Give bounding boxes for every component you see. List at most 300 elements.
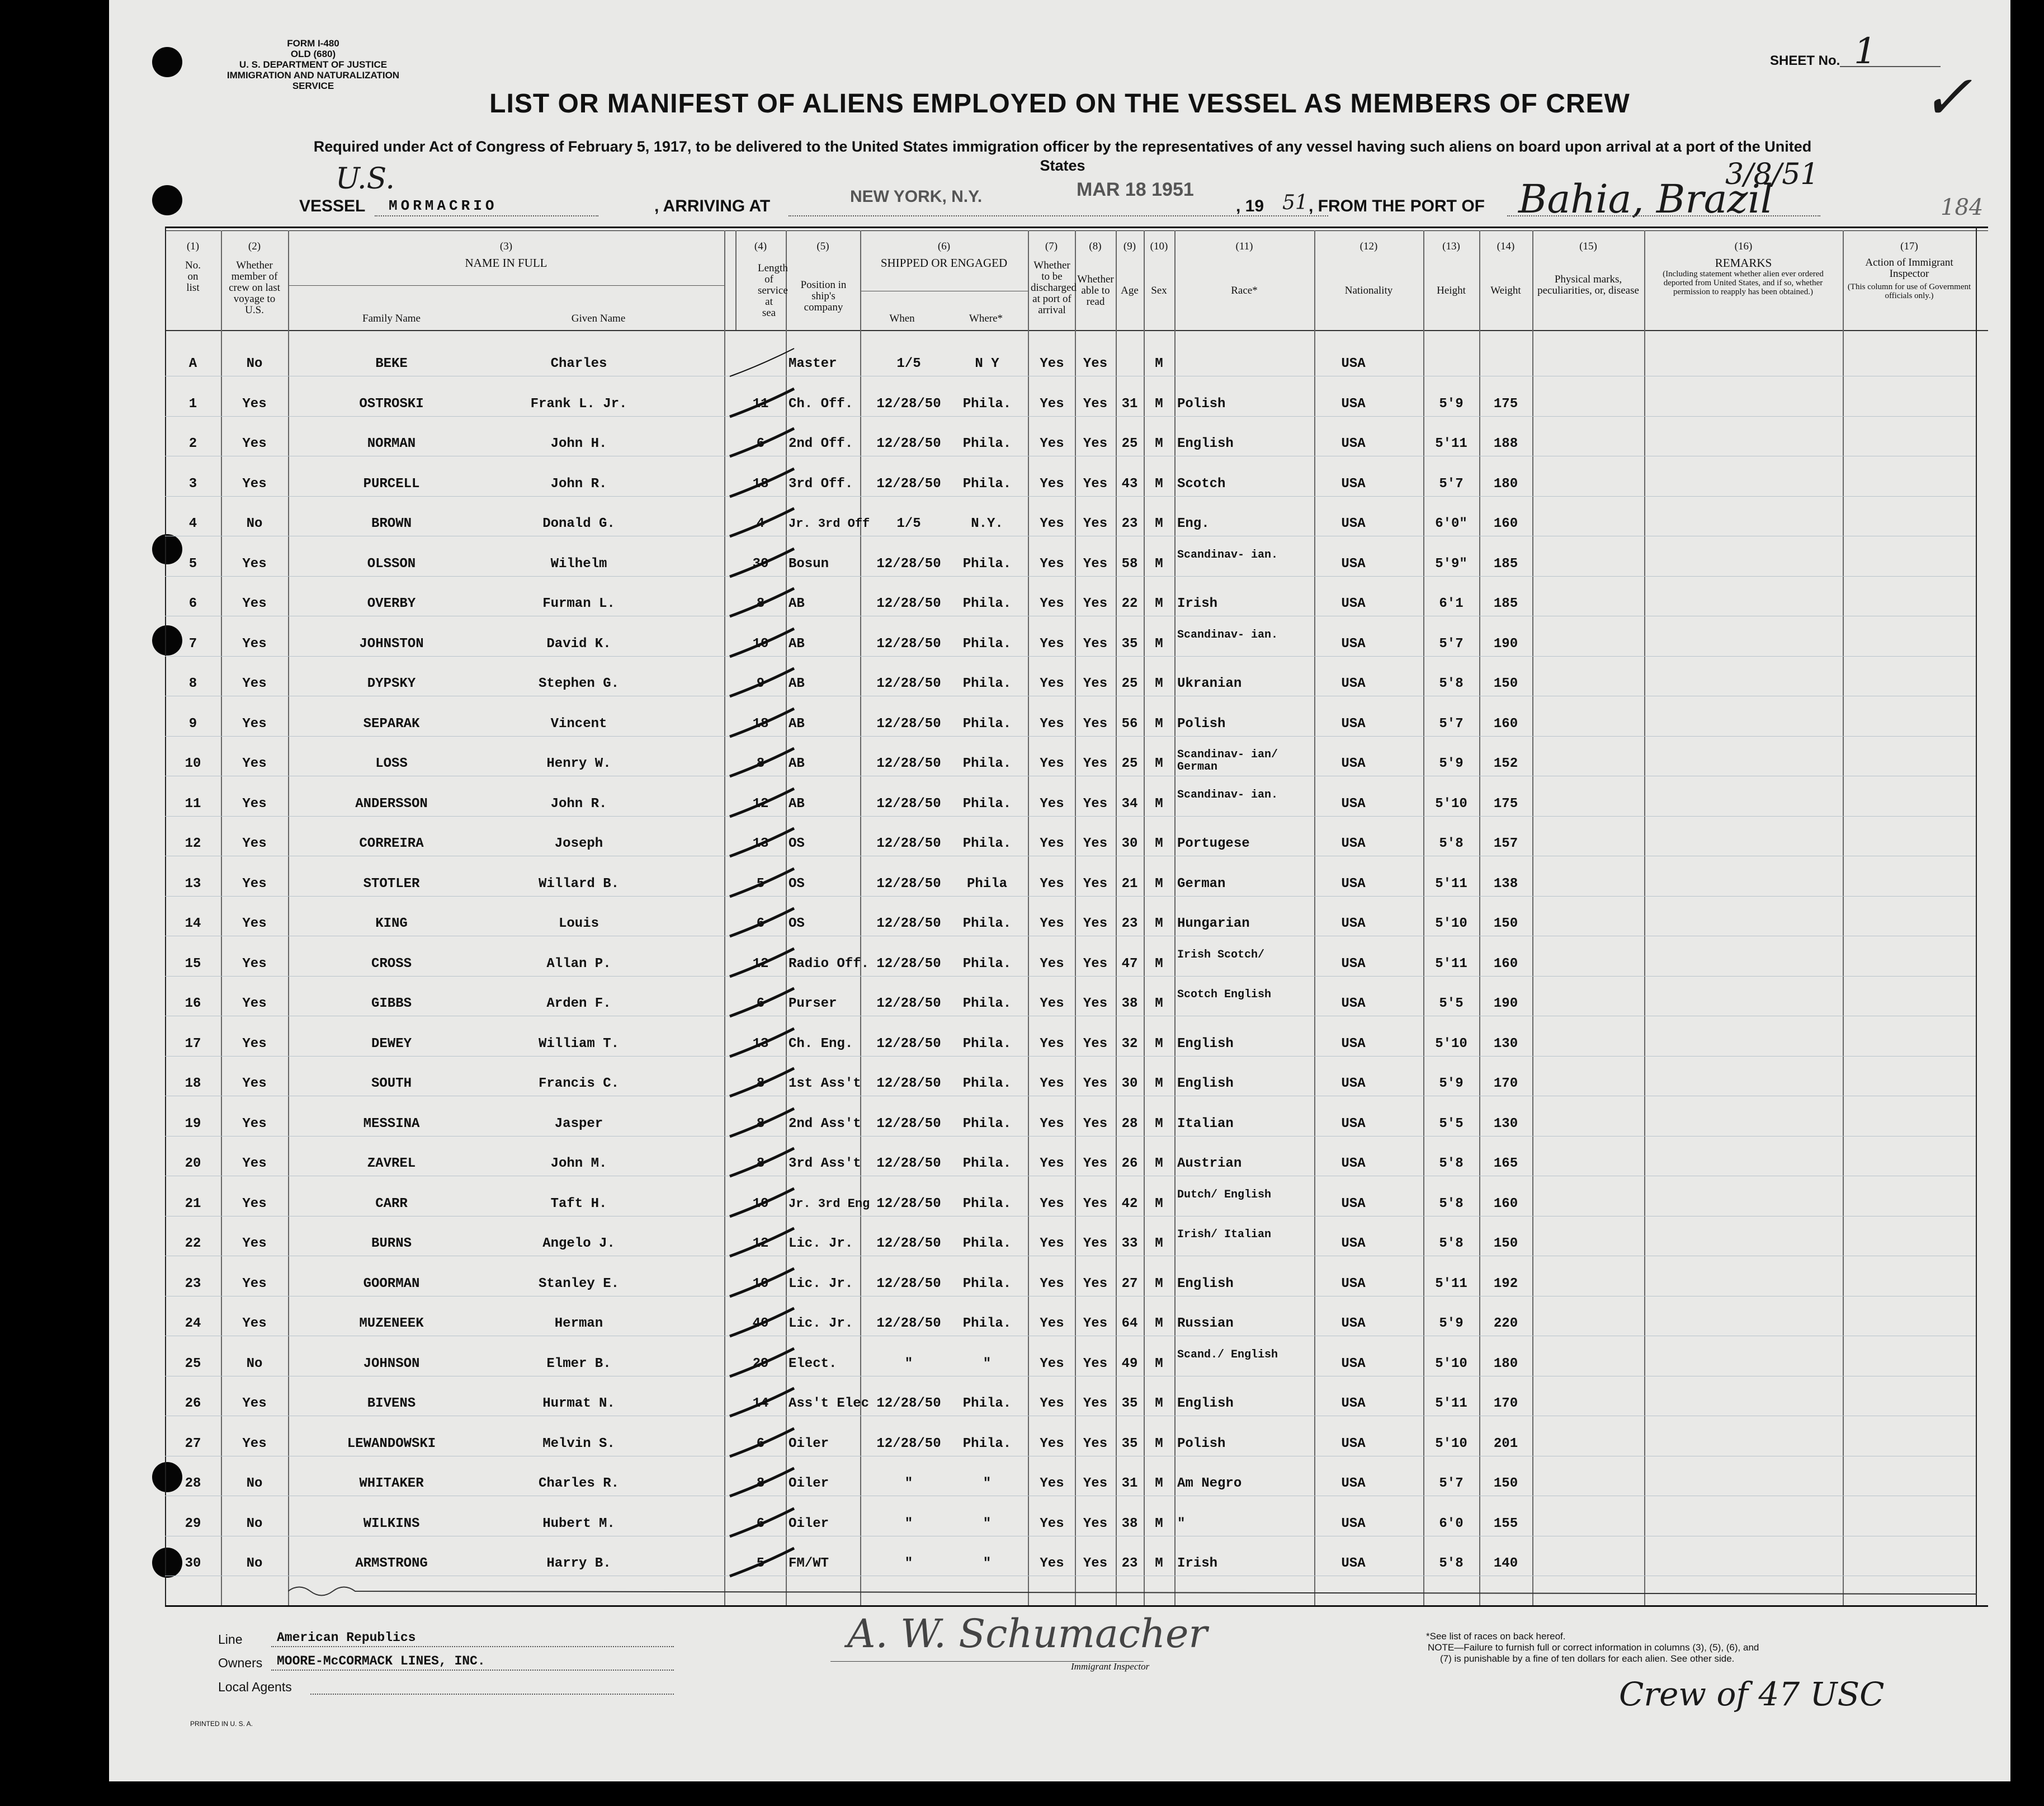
cell-when: 12/28/50 <box>876 996 941 1011</box>
check-slash-mark <box>727 786 805 819</box>
cell-sex: M <box>1155 1516 1163 1531</box>
cell-disch: Yes <box>1040 756 1064 771</box>
check-slash-mark <box>727 386 805 419</box>
cell-height: 5'7 <box>1439 476 1464 492</box>
cell-given: David K. <box>546 636 611 652</box>
cell-nat: USA <box>1341 796 1366 812</box>
vessel-label: VESSEL <box>299 197 366 215</box>
cell-service: 12 <box>752 796 769 812</box>
cell-given: Willard B. <box>538 876 620 892</box>
cell-no: 17 <box>185 1036 201 1051</box>
check-slash-mark <box>727 426 805 459</box>
col-number: (9) <box>1123 241 1136 252</box>
cell-position: OS <box>789 876 805 892</box>
cell-read: Yes <box>1083 1276 1108 1291</box>
cell-read: Yes <box>1083 1476 1108 1491</box>
cell-no: 27 <box>185 1436 201 1451</box>
cell-read: Yes <box>1083 1436 1108 1451</box>
cell-crew: Yes <box>242 636 267 652</box>
cell-no: 14 <box>185 916 201 931</box>
cell-read: Yes <box>1083 916 1108 931</box>
cell-nat: USA <box>1341 636 1366 652</box>
cell-race: Am Negro <box>1177 1476 1242 1491</box>
cell-no: 5 <box>188 556 197 572</box>
cell-no: 28 <box>185 1476 201 1491</box>
cell-weight: 160 <box>1493 516 1518 531</box>
cell-where: " <box>983 1556 992 1571</box>
check-slash-mark <box>727 506 805 539</box>
cell-position: Ass't Elec <box>789 1396 870 1411</box>
cell-where: Phila. <box>962 716 1012 732</box>
cell-height: 5'9 <box>1439 1316 1464 1331</box>
cell-family: BURNS <box>371 1236 412 1251</box>
cell-service: 11 <box>752 396 769 412</box>
cell-service: 13 <box>752 836 769 851</box>
cell-crew: No <box>246 1356 263 1371</box>
cell-weight: 130 <box>1493 1116 1518 1131</box>
row-rule <box>165 816 1976 817</box>
cell-family: CARR <box>375 1196 408 1211</box>
cell-when: 12/28/50 <box>876 956 941 972</box>
cell-family: SOUTH <box>371 1076 412 1091</box>
cell-given: Harry B. <box>546 1556 611 1571</box>
cell-position: AB <box>789 676 805 691</box>
cell-where: N.Y. <box>971 516 1003 531</box>
cell-disch: Yes <box>1040 1236 1064 1251</box>
cell-race: English <box>1177 1036 1234 1051</box>
cell-family: MESSINA <box>363 1116 420 1131</box>
cell-where: Phila. <box>962 1236 1012 1251</box>
col-number: (11) <box>1235 241 1253 252</box>
arriving-port-stamp: NEW YORK, N.Y. <box>850 187 983 206</box>
cell-sex: M <box>1155 1236 1163 1251</box>
form-old: OLD (680) <box>290 49 336 59</box>
cell-when: 12/28/50 <box>876 1276 941 1291</box>
cell-given: Allan P. <box>546 956 611 972</box>
check-slash-mark <box>727 866 805 899</box>
cell-sex: M <box>1155 1436 1163 1451</box>
cell-no: 8 <box>188 676 197 691</box>
cell-age: 23 <box>1121 916 1138 931</box>
cell-position: Lic. Jr. <box>789 1236 853 1251</box>
check-slash-mark <box>727 1385 805 1419</box>
cell-weight: 185 <box>1493 596 1518 611</box>
cell-crew: Yes <box>242 1436 267 1451</box>
cell-position: 1st Ass't <box>789 1076 861 1091</box>
cell-given: Arden F. <box>546 996 611 1011</box>
cell-race: English <box>1177 1276 1234 1291</box>
cell-age: 31 <box>1121 1476 1138 1491</box>
cell-weight: 160 <box>1493 1196 1518 1211</box>
cell-position: Jr. 3rd Off <box>789 517 870 531</box>
cell-nat: USA <box>1341 876 1366 892</box>
cell-no: 16 <box>185 996 201 1011</box>
cell-read: Yes <box>1083 676 1108 691</box>
col-number: (3) <box>499 241 513 252</box>
cell-read: Yes <box>1083 356 1108 371</box>
cell-age: 33 <box>1121 1236 1138 1251</box>
cell-disch: Yes <box>1040 1196 1064 1211</box>
cell-service: 8 <box>756 756 765 771</box>
from-port: Bahia, Brazil <box>1518 176 1773 222</box>
header-bottom-border <box>165 330 1988 331</box>
cell-given: Charles R. <box>538 1476 620 1491</box>
cell-height: 5'11 <box>1435 876 1467 892</box>
cell-sex: M <box>1155 876 1163 892</box>
cell-weight: 130 <box>1493 1036 1518 1051</box>
cell-disch: Yes <box>1040 1276 1064 1291</box>
check-slash-mark <box>727 546 805 579</box>
cell-family: CORREIRA <box>359 836 424 851</box>
cell-disch: Yes <box>1040 996 1064 1011</box>
cell-nat: USA <box>1341 836 1366 851</box>
cell-crew: Yes <box>242 596 267 611</box>
cell-position: Oiler <box>789 1476 829 1491</box>
cell-where: Phila. <box>962 996 1012 1011</box>
cell-service: 10 <box>752 1276 769 1291</box>
cell-when: 1/5 <box>896 516 921 531</box>
cell-disch: Yes <box>1040 916 1064 931</box>
col-number: (7) <box>1045 241 1058 252</box>
cell-race: Polish <box>1177 1436 1226 1451</box>
cell-family: STOTLER <box>363 876 420 892</box>
cell-height: 6'0" <box>1435 516 1467 531</box>
cell-where: Phila. <box>962 436 1012 451</box>
cell-height: 5'9 <box>1439 756 1464 771</box>
cell-given: Stanley E. <box>538 1276 620 1291</box>
col-header-read: Whether able to read <box>1077 274 1114 308</box>
cell-position: Bosun <box>789 556 829 572</box>
col-subheader-given: Given Name <box>571 313 626 324</box>
col-subheader-inspector-note: (This column for use of Government officials only.) <box>1847 282 1971 300</box>
cell-weight: 150 <box>1493 1236 1518 1251</box>
cell-family: JOHNSTON <box>359 636 424 652</box>
cell-crew: Yes <box>242 476 267 492</box>
cell-weight: 140 <box>1493 1556 1518 1571</box>
cell-age: 32 <box>1121 1036 1138 1051</box>
cell-where: " <box>983 1476 992 1491</box>
check-slash-mark <box>727 466 805 499</box>
cell-no: 29 <box>185 1516 201 1531</box>
cell-race: Hungarian <box>1177 916 1250 931</box>
cell-service: 8 <box>756 596 765 611</box>
cell-position: AB <box>789 596 805 611</box>
cell-height: 5'7 <box>1439 716 1464 732</box>
cell-when: 12/28/50 <box>876 1436 941 1451</box>
col-number: (12) <box>1359 241 1378 252</box>
cell-no: 24 <box>185 1316 201 1331</box>
cell-sex: M <box>1155 836 1163 851</box>
cell-when: 12/28/50 <box>876 1156 941 1171</box>
cell-age: 22 <box>1121 596 1138 611</box>
cell-sex: M <box>1155 516 1163 531</box>
cell-height: 5'8 <box>1439 836 1464 851</box>
cell-height: 5'11 <box>1435 1396 1467 1411</box>
check-slash-mark <box>727 1266 805 1299</box>
cell-family: DEWEY <box>371 1036 412 1051</box>
cell-race: Irish <box>1177 596 1218 611</box>
cell-race: English <box>1177 1396 1234 1411</box>
cell-sex: M <box>1155 636 1163 652</box>
cell-position: 3rd Off. <box>789 476 853 492</box>
col-subheader-family: Family Name <box>362 313 421 324</box>
cell-where: Phila. <box>962 1436 1012 1451</box>
col-header-height: Height <box>1437 285 1466 296</box>
cell-weight: 150 <box>1493 1476 1518 1491</box>
vessel-name: MORMACRIO <box>389 197 498 214</box>
row-rule <box>165 896 1976 897</box>
cell-sex: M <box>1155 1396 1163 1411</box>
cell-weight: 175 <box>1493 396 1518 412</box>
arriving-label: , ARRIVING AT <box>654 197 771 215</box>
cell-nat: USA <box>1341 1276 1366 1291</box>
cell-age: 23 <box>1121 1556 1138 1571</box>
cell-where: Phila. <box>962 1276 1012 1291</box>
cell-age: 34 <box>1121 796 1138 812</box>
cell-no: 13 <box>185 876 201 892</box>
cell-when: 12/28/50 <box>876 476 941 492</box>
cell-age: 27 <box>1121 1276 1138 1291</box>
cell-service: 8 <box>756 1156 765 1171</box>
cell-race: Polish <box>1177 396 1226 412</box>
cell-read: Yes <box>1083 716 1108 732</box>
cell-position: 3rd Ass't <box>789 1156 861 1171</box>
check-slash-mark <box>727 1145 805 1179</box>
cell-family: ZAVREL <box>367 1156 416 1171</box>
owners-label: Owners <box>218 1656 263 1670</box>
cell-service: 9 <box>756 676 765 691</box>
service: IMMIGRATION AND NATURALIZATION SERVICE <box>226 70 400 91</box>
cell-given: John R. <box>550 796 607 812</box>
cell-where: N Y <box>975 356 999 371</box>
cell-height: 5'7 <box>1439 1476 1464 1491</box>
cell-given: Joseph <box>554 836 603 851</box>
cell-disch: Yes <box>1040 956 1064 972</box>
cell-where: Phila. <box>962 1316 1012 1331</box>
cell-service: 12 <box>752 1236 769 1251</box>
table-top-border <box>165 227 1988 228</box>
cell-nat: USA <box>1341 1476 1366 1491</box>
cell-race: Irish/ Italian <box>1177 1228 1272 1241</box>
cell-service: 5 <box>756 1556 765 1571</box>
cell-height: 5'8 <box>1439 1156 1464 1171</box>
row-rule <box>165 576 1976 577</box>
cell-given: Melvin S. <box>542 1436 615 1451</box>
cell-read: Yes <box>1083 1036 1108 1051</box>
row-rule <box>165 1056 1976 1057</box>
cell-crew: Yes <box>242 1116 267 1131</box>
col-number: (14) <box>1497 241 1515 252</box>
cell-sex: M <box>1155 1356 1163 1371</box>
col-header-physical: Physical marks, peculiarities, or, disease <box>1537 274 1639 296</box>
cell-when: 12/28/50 <box>876 1316 941 1331</box>
corner-number: 184 <box>1941 195 1984 220</box>
cell-when: " <box>904 1516 913 1531</box>
cell-weight: 160 <box>1493 716 1518 732</box>
cell-race: Scotch <box>1177 476 1226 492</box>
cell-family: ARMSTRONG <box>355 1556 428 1571</box>
cell-given: John M. <box>550 1156 607 1171</box>
cell-crew: Yes <box>242 1156 267 1171</box>
col-number: (5) <box>816 241 829 252</box>
cell-disch: Yes <box>1040 876 1064 892</box>
department: U. S. DEPARTMENT OF JUSTICE <box>239 59 388 70</box>
sheet-number: 1 <box>1854 31 1877 72</box>
cell-height: 5'7 <box>1439 636 1464 652</box>
cell-race: Scandinav- ian. <box>1177 788 1278 801</box>
cell-no: 4 <box>188 516 197 531</box>
cell-service: 30 <box>752 556 769 572</box>
penalty-note-2: (7) is punishable by a fine of ten dollars for each alien. See other side. <box>1440 1653 1735 1664</box>
cell-position: Purser <box>789 996 837 1011</box>
cell-crew: Yes <box>242 1276 267 1291</box>
cell-weight: 150 <box>1493 676 1518 691</box>
cell-height: 5'8 <box>1439 676 1464 691</box>
cell-read: Yes <box>1083 796 1108 812</box>
cell-nat: USA <box>1341 1356 1366 1371</box>
cell-height: 5'10 <box>1435 916 1467 931</box>
cell-sex: M <box>1155 996 1163 1011</box>
cell-read: Yes <box>1083 1076 1108 1091</box>
cell-sex: M <box>1155 1076 1163 1091</box>
cell-service: 8 <box>756 1476 765 1491</box>
cell-weight: 190 <box>1493 636 1518 652</box>
cell-disch: Yes <box>1040 396 1064 412</box>
col-header-sex: Sex <box>1151 285 1167 296</box>
cell-where: Phila <box>966 876 1007 892</box>
cell-race: Russian <box>1177 1316 1234 1331</box>
cell-where: Phila. <box>962 956 1012 972</box>
cell-where: Phila. <box>962 476 1012 492</box>
cell-weight: 188 <box>1493 436 1518 451</box>
cell-height: 5'10 <box>1435 1356 1467 1371</box>
cell-given: Taft H. <box>550 1196 607 1211</box>
col-subheader-when: When <box>889 313 915 324</box>
cell-height: 5'10 <box>1435 796 1467 812</box>
check-slash-mark <box>727 985 805 1019</box>
cell-position: 2nd Off. <box>789 436 853 451</box>
col-header-nationality: Nationality <box>1344 285 1393 296</box>
cell-race: Irish Scotch/ <box>1177 948 1265 961</box>
cell-given: Stephen G. <box>538 676 620 691</box>
check-slash-mark <box>727 906 805 939</box>
cell-disch: Yes <box>1040 1396 1064 1411</box>
cell-race: Eng. <box>1177 516 1210 531</box>
col-header-no: No. on list <box>185 260 201 294</box>
cell-age: 47 <box>1121 956 1138 972</box>
cell-nat: USA <box>1341 1516 1366 1531</box>
cell-sex: M <box>1155 396 1163 412</box>
cell-where: Phila. <box>962 676 1012 691</box>
cell-weight: 155 <box>1493 1516 1518 1531</box>
cell-nat: USA <box>1341 1076 1366 1091</box>
cell-family: GOORMAN <box>363 1276 420 1291</box>
cell-family: OVERBY <box>367 596 416 611</box>
cell-given: Frank L. Jr. <box>530 396 627 412</box>
cell-given: Louis <box>558 916 599 931</box>
cell-height: 5'5 <box>1439 996 1464 1011</box>
cell-service: 18 <box>752 716 769 732</box>
penalty-note-1: NOTE—Failure to furnish full or correct information in columns (3), (5), (6), and <box>1428 1642 1759 1653</box>
cell-crew: Yes <box>242 796 267 812</box>
cell-race: Portugese <box>1177 836 1250 851</box>
cell-disch: Yes <box>1040 476 1064 492</box>
cell-no: 11 <box>185 796 201 812</box>
cell-crew: No <box>246 356 263 371</box>
cell-nat: USA <box>1341 1036 1366 1051</box>
col-number: (17) <box>1900 241 1918 252</box>
cell-crew: No <box>246 516 263 531</box>
cell-when: 12/28/50 <box>876 716 941 732</box>
from-label: , FROM THE PORT OF <box>1309 197 1485 215</box>
cell-read: Yes <box>1083 556 1108 572</box>
cell-sex: M <box>1155 556 1163 572</box>
cell-no: 15 <box>185 956 201 972</box>
col-number: (15) <box>1579 241 1597 252</box>
cell-disch: Yes <box>1040 1476 1064 1491</box>
cell-service: 10 <box>752 1196 769 1211</box>
cell-when: " <box>904 1476 913 1491</box>
cell-disch: Yes <box>1040 556 1064 572</box>
us-note: U.S. <box>336 162 395 196</box>
check-slash-mark <box>727 1506 805 1539</box>
check-slash-mark <box>727 1026 805 1059</box>
cell-disch: Yes <box>1040 1436 1064 1451</box>
cell-weight: 220 <box>1493 1316 1518 1331</box>
cell-no: 20 <box>185 1156 201 1171</box>
cell-read: Yes <box>1083 636 1108 652</box>
cell-no: 6 <box>188 596 197 611</box>
cell-service: 14 <box>752 1396 769 1411</box>
cell-position: AB <box>789 796 805 812</box>
cell-position: 2nd Ass't <box>789 1116 861 1131</box>
cell-read: Yes <box>1083 1356 1108 1371</box>
cell-given: Henry W. <box>546 756 611 771</box>
cell-height: 5'10 <box>1435 1036 1467 1051</box>
cell-when: 12/28/50 <box>876 876 941 892</box>
cell-when: 12/28/50 <box>876 796 941 812</box>
cell-sex: M <box>1155 916 1163 931</box>
col-number: (6) <box>937 241 951 252</box>
cell-when: 12/28/50 <box>876 1036 941 1051</box>
sheet-label: SHEET No. <box>1770 53 1840 68</box>
col-number: (13) <box>1442 241 1460 252</box>
cell-position: AB <box>789 636 805 652</box>
check-slash-mark <box>727 666 805 699</box>
cell-nat: USA <box>1341 556 1366 572</box>
cell-read: Yes <box>1083 756 1108 771</box>
cell-height: 5'9" <box>1435 556 1467 572</box>
cell-race: Scandinav- ian. <box>1177 548 1278 562</box>
cell-nat: USA <box>1341 1436 1366 1451</box>
inspector-signature: A. W. Schumacher <box>847 1611 1207 1657</box>
cell-age: 35 <box>1121 636 1138 652</box>
cell-nat: USA <box>1341 1556 1366 1571</box>
check-slash-mark <box>727 1305 805 1339</box>
cell-crew: Yes <box>242 916 267 931</box>
cell-sex: M <box>1155 1316 1163 1331</box>
cell-read: Yes <box>1083 596 1108 611</box>
cell-no: 19 <box>185 1116 201 1131</box>
cell-race: German <box>1177 876 1226 892</box>
cell-height: 5'11 <box>1435 1276 1467 1291</box>
cell-when: 12/28/50 <box>876 916 941 931</box>
cell-position: Oiler <box>789 1436 829 1451</box>
col-header-shipped: SHIPPED OR ENGAGED <box>880 256 1008 270</box>
cell-race: Scandinav- ian/ German <box>1177 748 1278 774</box>
col-header-inspector: Action of Immigrant Inspector <box>1865 257 1953 280</box>
cell-where: Phila. <box>962 1116 1012 1131</box>
